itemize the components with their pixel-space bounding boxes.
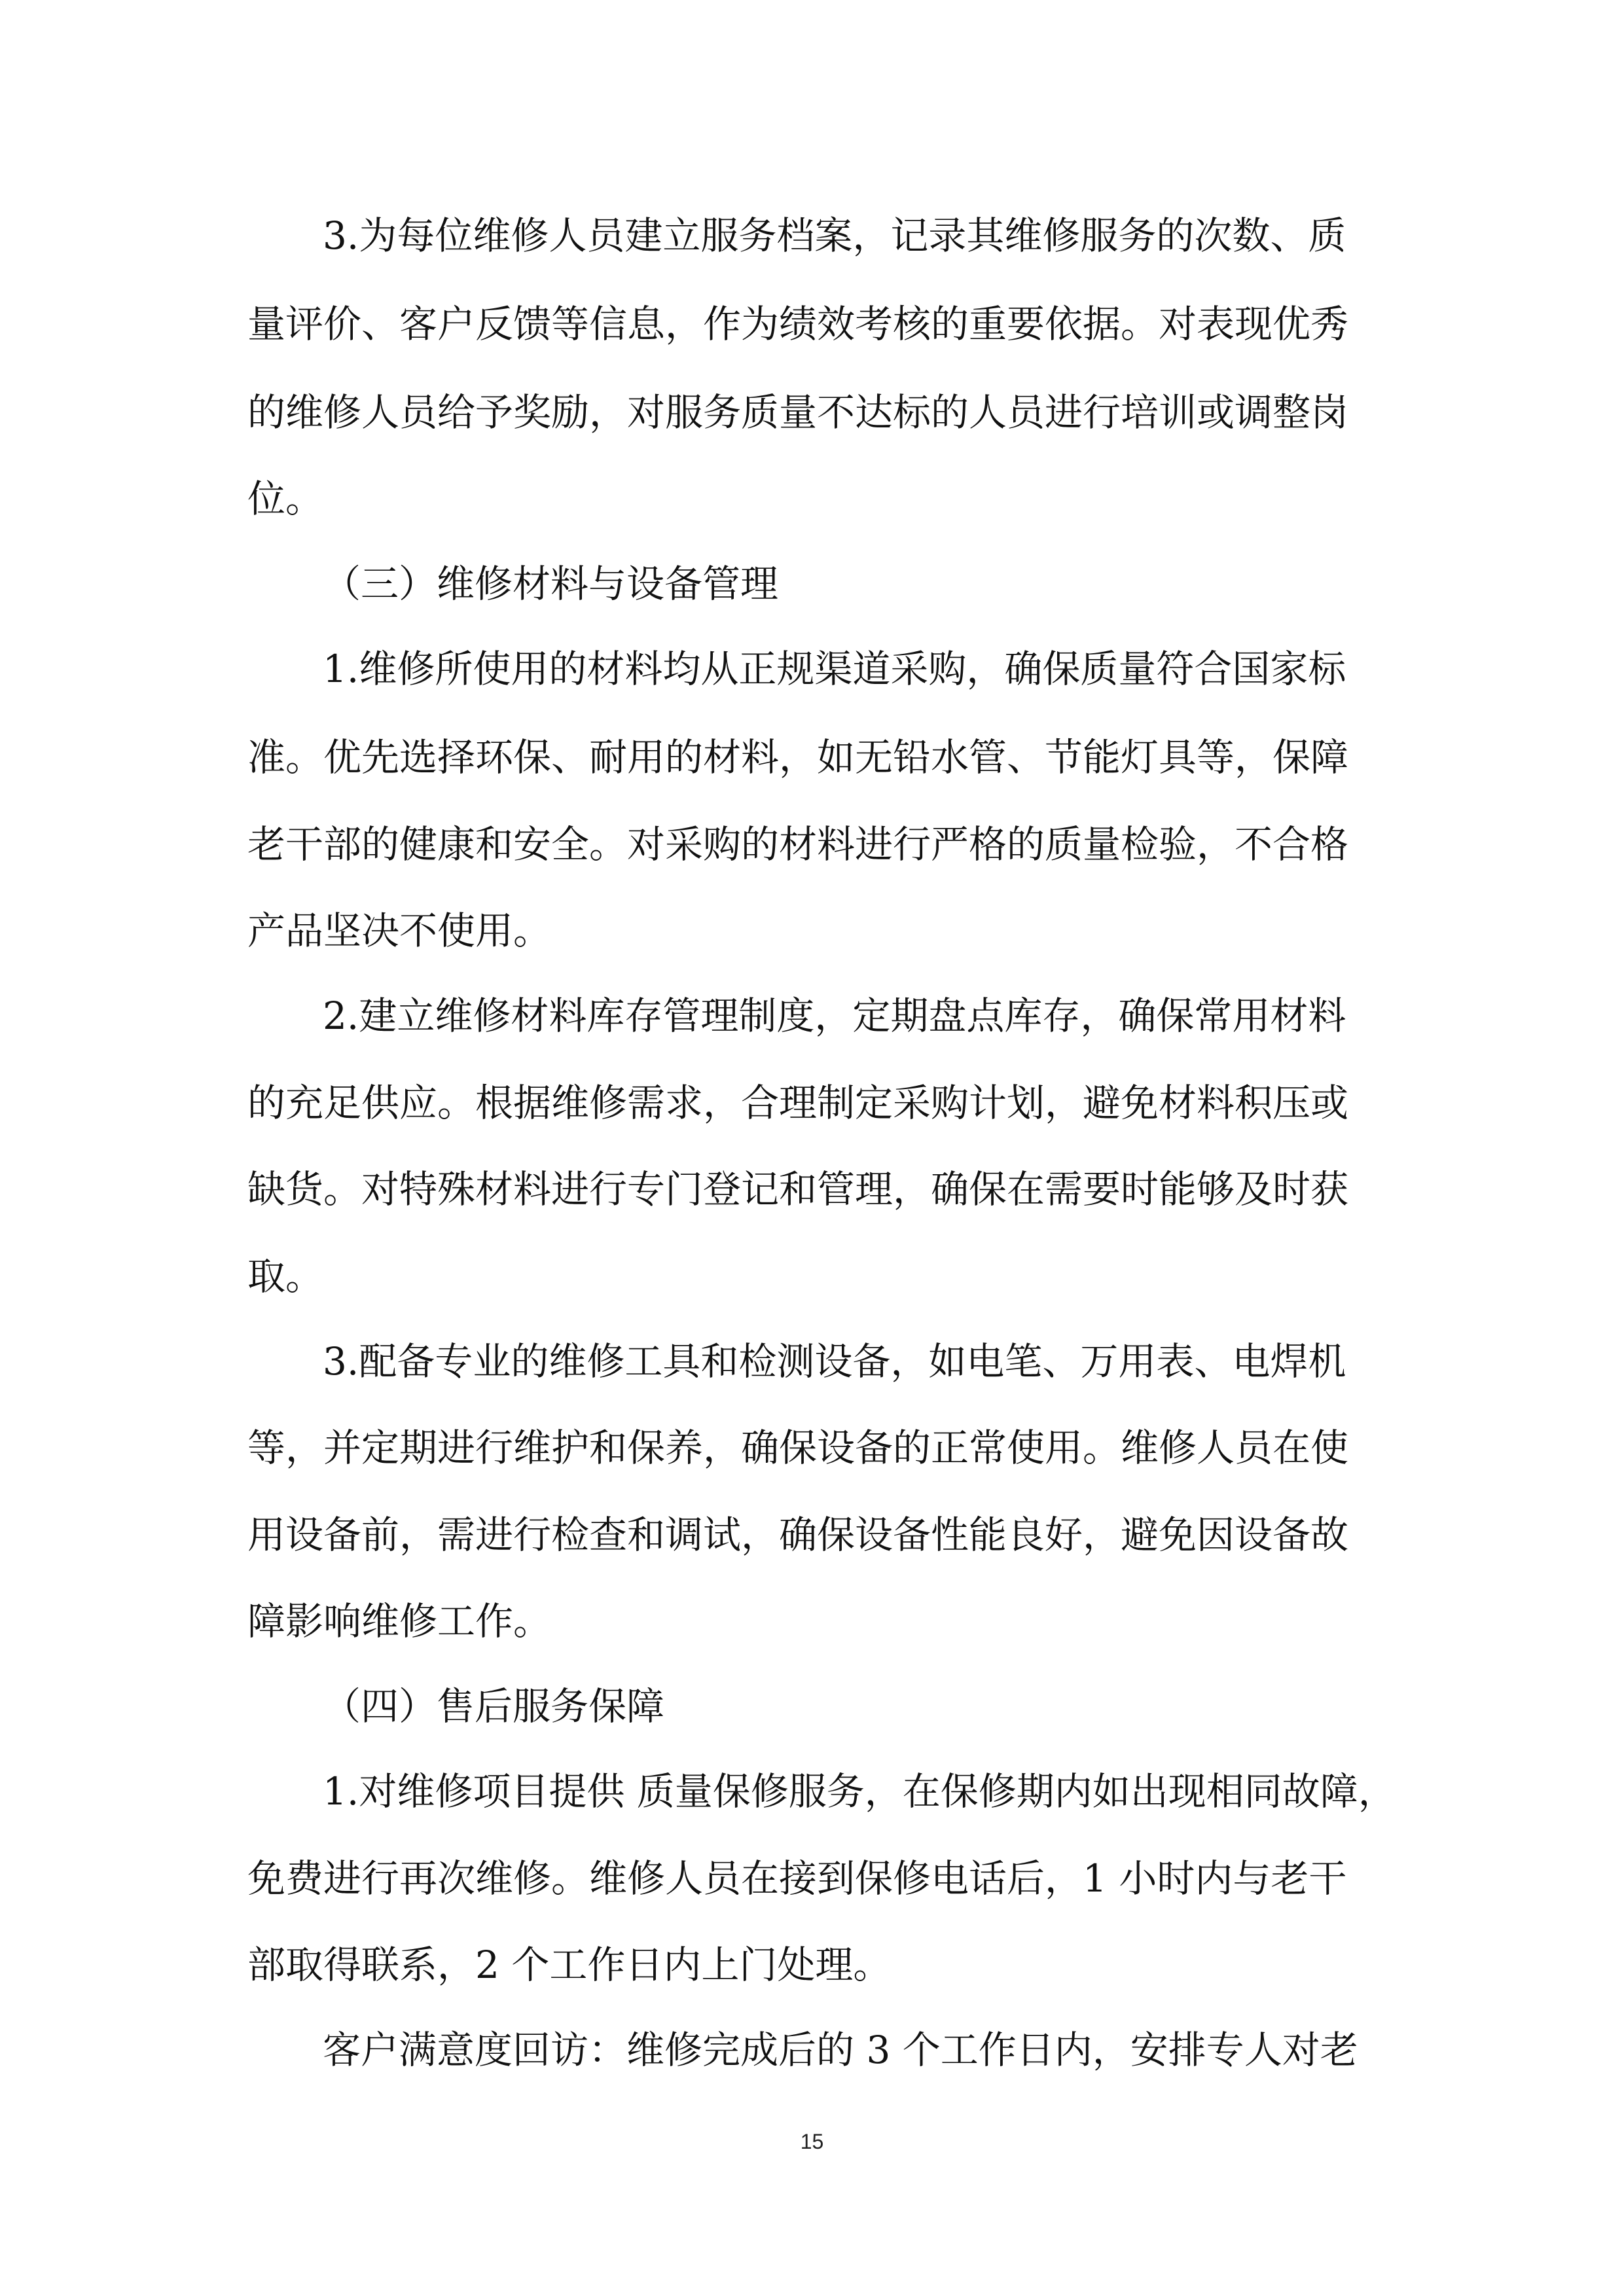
text-line: 等，并定期进行维护和保养，确保设备的正常使用。维修人员在使 bbox=[247, 1426, 1349, 1470]
text-line: 免费进行再次维修。维修人员在接到保修电话后，1 小时内与老干 bbox=[247, 1856, 1347, 1901]
text-line: 准。优先选择环保、耐用的材料，如无铅水管、节能灯具等，保障 bbox=[247, 735, 1349, 780]
text-line: 用设备前，需进行检查和调试，确保设备性能良好，避免因设备故 bbox=[247, 1513, 1349, 1557]
text-line: 3.为每位维修人员建立服务档案，记录其维修服务的次数、质 bbox=[323, 213, 1346, 258]
section-heading-materials: （三）维修材料与设备管理 bbox=[323, 562, 779, 606]
text-line: 1.对维修项目提供 质量保修服务，在保修期内如出现相同故障， bbox=[323, 1769, 1396, 1814]
page-number: 15 bbox=[800, 2130, 824, 2153]
text-line: 客户满意度回访：维修完成后的 3 个工作日内，安排专人对老 bbox=[323, 2028, 1358, 2072]
text-line: 的充足供应。根据维修需求，合理制定采购计划，避免材料积压或 bbox=[247, 1081, 1349, 1125]
text-line: 位。 bbox=[247, 476, 324, 521]
text-line: 1.维修所使用的材料均从正规渠道采购，确保质量符合国家标 bbox=[323, 647, 1346, 691]
text-line: 3.配备专业的维修工具和检测设备，如电笔、万用表、电焊机 bbox=[323, 1339, 1346, 1384]
text-line: 的维修人员给予奖励，对服务质量不达标的人员进行培训或调整岗 bbox=[247, 390, 1349, 435]
text-line: 老干部的健康和安全。对采购的材料进行严格的质量检验，不合格 bbox=[247, 822, 1349, 867]
section-heading-after-sales: （四）售后服务保障 bbox=[323, 1684, 665, 1729]
text-line: 缺货。对特殊材料进行专门登记和管理，确保在需要时能够及时获 bbox=[247, 1167, 1349, 1211]
text-line: 障影响维修工作。 bbox=[247, 1599, 552, 1643]
text-line: 产品坚决不使用。 bbox=[247, 908, 552, 953]
text-line: 取。 bbox=[247, 1254, 324, 1299]
text-line: 部取得联系，2 个工作日内上门处理。 bbox=[247, 1943, 892, 1987]
text-line: 2.建立维修材料库存管理制度，定期盘点库存，确保常用材料 bbox=[323, 994, 1346, 1038]
text-line: 量评价、客户反馈等信息，作为绩效考核的重要依据。对表现优秀 bbox=[247, 302, 1349, 346]
